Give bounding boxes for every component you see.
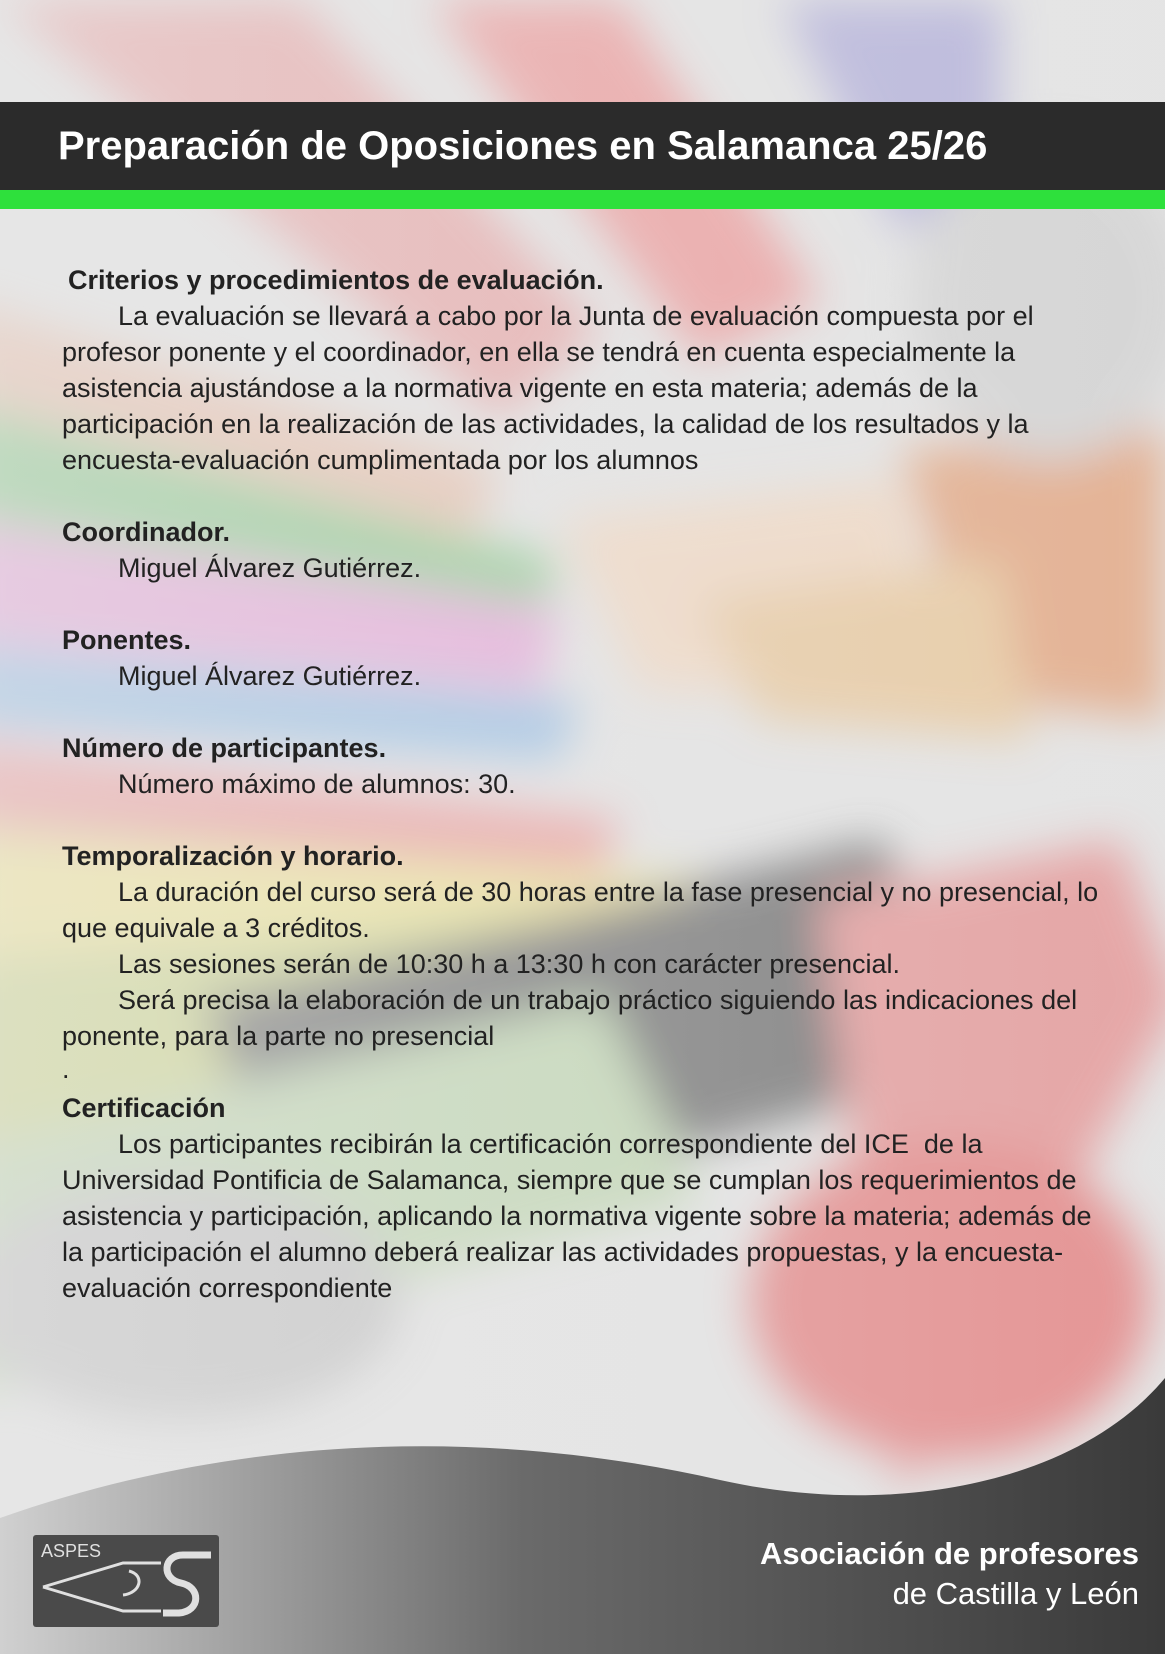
course-info-content <box>62 262 1112 1342</box>
section-body-trabajo: Será precisa la elaboración de un trabajo práctico siguiendo las indicaciones del ponente, para la parte no presencial <box>62 985 1078 1051</box>
section-ponentes <box>62 622 1112 694</box>
section-body-coordinador: Miguel Álvarez Gutiérrez. <box>118 553 422 583</box>
section-heading-participantes: Número de participantes. <box>62 733 387 763</box>
section-body-participantes: Número máximo de alumnos: 30. <box>118 769 516 799</box>
section-heading-criterios: Criterios y procedimientos de evaluación. <box>68 265 604 295</box>
section-participantes <box>62 730 1112 802</box>
section-body-certificacion: Los participantes recibirán la certificación correspondiente del ICE de la Universidad Pontificia de Salamanca, siempre que se cumplan los requerimientos de asistencia y participación, aplicando la normativa vigente sobre la materia; además de la participación el alumno deberá realizar las actividades propuestas, y la encuesta-evaluación correspondiente <box>62 1129 1100 1303</box>
section-temporalizacion <box>62 838 1112 1090</box>
section-heading-coordinador: Coordinador. <box>62 517 230 547</box>
header-accent-line <box>0 190 1165 209</box>
section-body-duracion: La duración del curso será de 30 horas entre la fase presencial y no presencial, lo que equivale a 3 créditos. <box>62 877 1099 943</box>
aspes-logo <box>33 1535 219 1627</box>
section-criterios <box>62 262 1112 478</box>
footer-organization <box>760 1534 1139 1614</box>
section-coordinador <box>62 514 1112 586</box>
trailing-period: . <box>62 1054 70 1084</box>
page-title: Preparación de Oposiciones en Salamanca 25/26 <box>58 124 988 168</box>
section-body-ponentes: Miguel Álvarez Gutiérrez. <box>118 661 422 691</box>
section-body-sesiones: Las sesiones serán de 10:30 h a 13:30 h con carácter presencial. <box>118 949 900 979</box>
section-heading-temporalizacion: Temporalización y horario. <box>62 841 404 871</box>
footer-org-line2: de Castilla y León <box>892 1576 1139 1611</box>
svg-text:ASPES: ASPES <box>41 1541 102 1561</box>
footer-org-line1: Asociación de profesores <box>759 1536 1139 1571</box>
section-certificacion <box>62 1090 1112 1306</box>
section-heading-ponentes: Ponentes. <box>62 625 192 655</box>
section-body-criterios: La evaluación se llevará a cabo por la Junta de evaluación compuesta por el profesor ponente y el coordinador, en ella se tendrá en cuenta especialmente la asistencia ajustándose a la normativa vigente en esta materia; además de la participación en la realización de las actividades, la calidad de los resultados y la encuesta-evaluación cumplimentada por los alumnos <box>62 301 1034 475</box>
section-heading-certificacion: Certificación <box>62 1093 226 1123</box>
header-bar <box>0 102 1165 190</box>
